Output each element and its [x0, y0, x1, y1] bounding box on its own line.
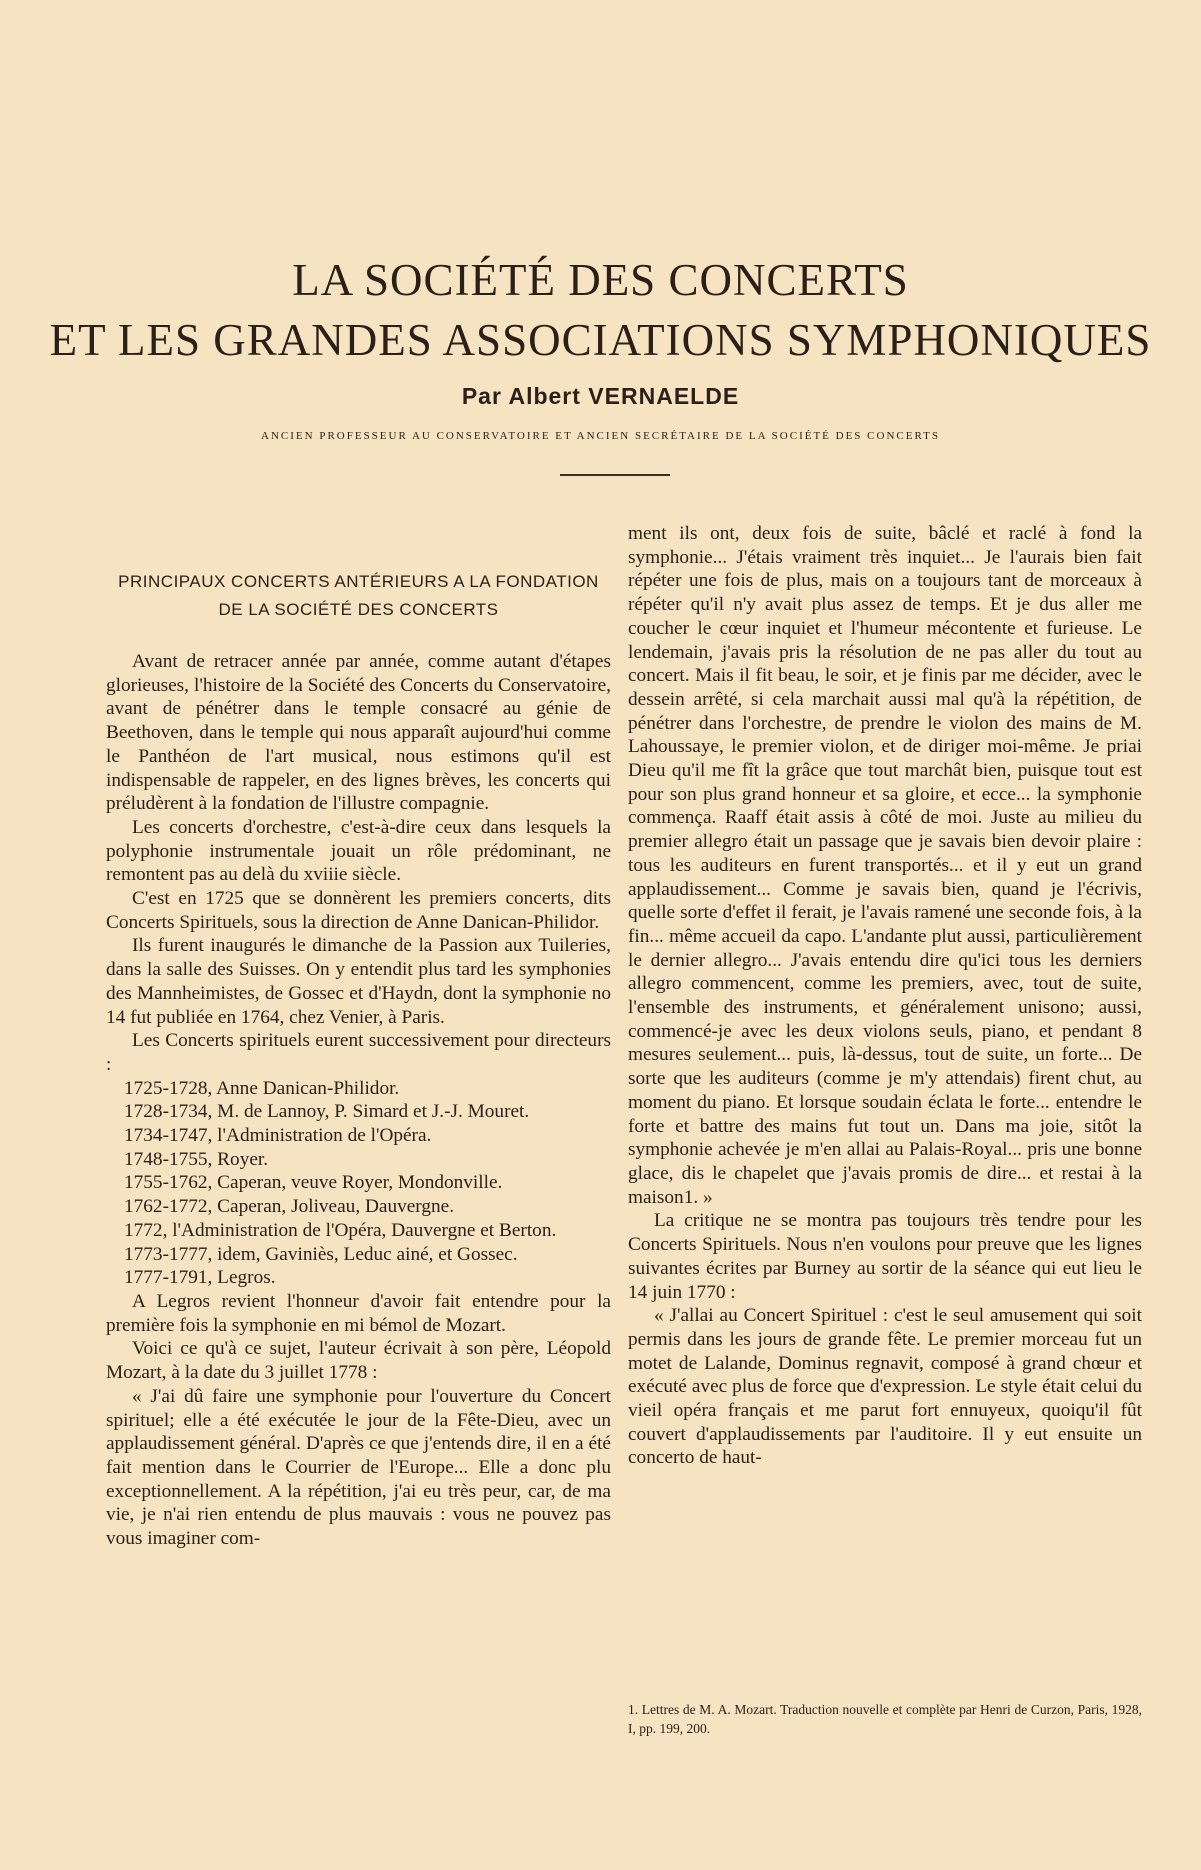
- footnote: 1. Lettres de M. A. Mozart. Traduction nouvelle et complète par Henri de Curzon, Paris, 1928, I, pp. 199, 200.: [628, 1702, 1142, 1736]
- list-item: 1777-1791, Legros.: [124, 1267, 276, 1289]
- paragraph: C'est en 1725 que se donnèrent les premiers concerts, dits Concerts Spirituels, sous la direction de Anne Danican-Philidor.: [106, 888, 611, 933]
- list-item: 1728-1734, M. de Lannoy, P. Simard et J.-J. Mouret.: [124, 1101, 530, 1123]
- title-divider: [560, 474, 670, 476]
- title-line-1: LA SOCIÉTÉ DES CONCERTS: [292, 255, 909, 305]
- list-item: 1725-1728, Anne Danican-Philidor.: [124, 1077, 400, 1099]
- list-item: 1748-1755, Royer.: [124, 1148, 269, 1170]
- paragraph: La critique ne se montra pas toujours très tendre pour les Concerts Spirituels. Nous n'en voulons pour preuve que les lignes suivantes écrites par Burney au sortir de la séance qui eut lieu le 14 juin 1770 :: [628, 1210, 1142, 1303]
- list-item: 1755-1762, Caperan, veuve Royer, Mondonville.: [124, 1172, 503, 1194]
- list-item: 1772, l'Administration de l'Opéra, Dauvergne et Berton.: [124, 1219, 557, 1241]
- right-column: [628, 522, 1142, 1470]
- list-item: 1773-1777, idem, Gaviniès, Leduc ainé, et Gossec.: [124, 1243, 518, 1265]
- title-line-2: ET LES GRANDES ASSOCIATIONS SYMPHONIQUES: [49, 315, 1152, 365]
- paragraph: Les concerts d'orchestre, c'est-à-dire ceux dans lesquels la polyphonie instrumentale jouait un rôle prédominant, ne remontent pas au delà du xviiie siècle.: [106, 816, 611, 886]
- author-byline: Par Albert VERNAELDE: [461, 383, 740, 409]
- list-item: 1762-1772, Caperan, Joliveau, Dauvergne.: [124, 1196, 455, 1218]
- author-affiliation: ANCIEN PROFESSEUR AU CONSERVATOIRE ET ANCIEN SECRÉTAIRE DE LA SOCIÉTÉ DES CONCERTS: [261, 430, 940, 442]
- left-column: [106, 568, 611, 1551]
- paragraph: Voici ce qu'à ce sujet, l'auteur écrivait à son père, Léopold Mozart, à la date du 3 juillet 1778 :: [106, 1338, 611, 1384]
- quotation-continued: ment ils ont, deux fois de suite, bâclé et raclé à fond la symphonie... J'étais vraiment très inquiet... Je l'aurais bien fait répéter une fois de plus, mais on a toujours tant de morceaux à répéter qu'il n'y avait plus assez de temps. Et je dus aller me coucher le cœur inquiet et l'humeur mécontente et furieuse. Le lendemain, j'avais pris la résolution de ne pas aller du tout au concert. Mais il fit beau, le soir, et je finis par me décider, avec le dessein arrêté, si cela marchait aussi mal qu'à la répétition, de pénétrer dans l'orchestre, de prendre le violon des mains de M. Lahoussaye, le premier violon, et de diriger moi-même. Je priai Dieu qu'il me fît la grâce que tout marchât bien, puisque tout est pour son plus grand honneur et sa gloire, et ecce... la symphonie commença. Raaff était assis à côté de moi. Juste au milieu du premier allegro était un passage que je savais bien devoir plaire : tous les auditeurs en furent transportés... et il y eut un grand applaudissement... Comme je savais bien, quand je l'écrivis, quelle sorte d'effet il ferait, je l'avais ramené une seconde fois, à la fin... même accueil da capo. L'andante plut aussi, particulièrement le dernier allegro... J'avais entendu dire qu'ici tous les derniers allegro commencent, comme les premiers, avec, tout de suite, l'ensemble des instruments, et généralement unisono; aussi, commencé-je avec les deux violons seuls, piano, et pendant 8 mesures seulement... puis, là-dessus, tout de suite, un forte... De sorte que les auditeurs (comme je m'y attendais) firent chut, au moment du piano. Et lorsque soudain éclata le forte... entendre le forte et battre des mains fut tout un. Dans ma joie, sitôt la symphonie achevée je m'en allai au Palais-Royal... pris une bonne glace, dis le chapelet que j'avais promis de dire... et restai à la maison1. »: [628, 523, 1142, 1208]
- quotation: « J'ai dû faire une symphonie pour l'ouverture du Concert spirituel; elle a été exécutée le jour de la Fête-Dieu, avec un applaudissement général. D'après ce que j'entends dire, il en a été fait mention dans le Courrier de l'Europe... Elle a donc plu exceptionnellement. A la répétition, j'ai eu très peur, car, de ma vie, je n'ai rien entendu de plus mauvais : vous ne pouvez pas vous imaginer com-: [106, 1385, 611, 1550]
- directors-list: [106, 1077, 611, 1290]
- footnote-divider: [628, 1690, 1142, 1691]
- quotation: « J'allai au Concert Spirituel : c'est le seul amusement qui soit permis dans les jours de grande fête. Le premier morceau fut un motet de Lalande, Dominus regnavit, composé à grand chœur et exécuté avec plus de force que d'expression. Le style était celui du vieil opéra français et me parut fort ennuyeux, quoiqu'il fût couvert d'applaudissements par l'auditoire. Il y eut ensuite un concerto de haut-: [628, 1305, 1142, 1469]
- paragraph: Les Concerts spirituels eurent successivement pour directeurs :: [106, 1030, 611, 1075]
- list-item: 1734-1747, l'Administration de l'Opéra.: [124, 1125, 432, 1147]
- section-heading: PRINCIPAUX CONCERTS ANTÉRIEURS A LA FONDATION DE LA SOCIÉTÉ DES CONCERTS: [118, 572, 599, 619]
- paragraph: Avant de retracer année par année, comme autant d'étapes glorieuses, l'histoire de la Société des Concerts du Conservatoire, avant de pénétrer dans le temple consacré au génie de Beethoven, dans le temple qui nous apparaît aujourd'hui comme le Panthéon de l'art musical, nous estimons qu'il est indispensable de rappeler, en des lignes brèves, les concerts qui préludèrent à la fondation de l'illustre compagnie.: [106, 651, 611, 815]
- paragraph: A Legros revient l'honneur d'avoir fait entendre pour la première fois la symphonie en mi bémol de Mozart.: [106, 1290, 611, 1336]
- paragraph: Ils furent inaugurés le dimanche de la Passion aux Tuileries, dans la salle des Suisses. On y entendit plus tard les symphonies des Mannheimistes, de Gossec et d'Haydn, dont la symphonie no 14 fut publiée en 1764, chez Venier, à Paris.: [106, 935, 611, 1028]
